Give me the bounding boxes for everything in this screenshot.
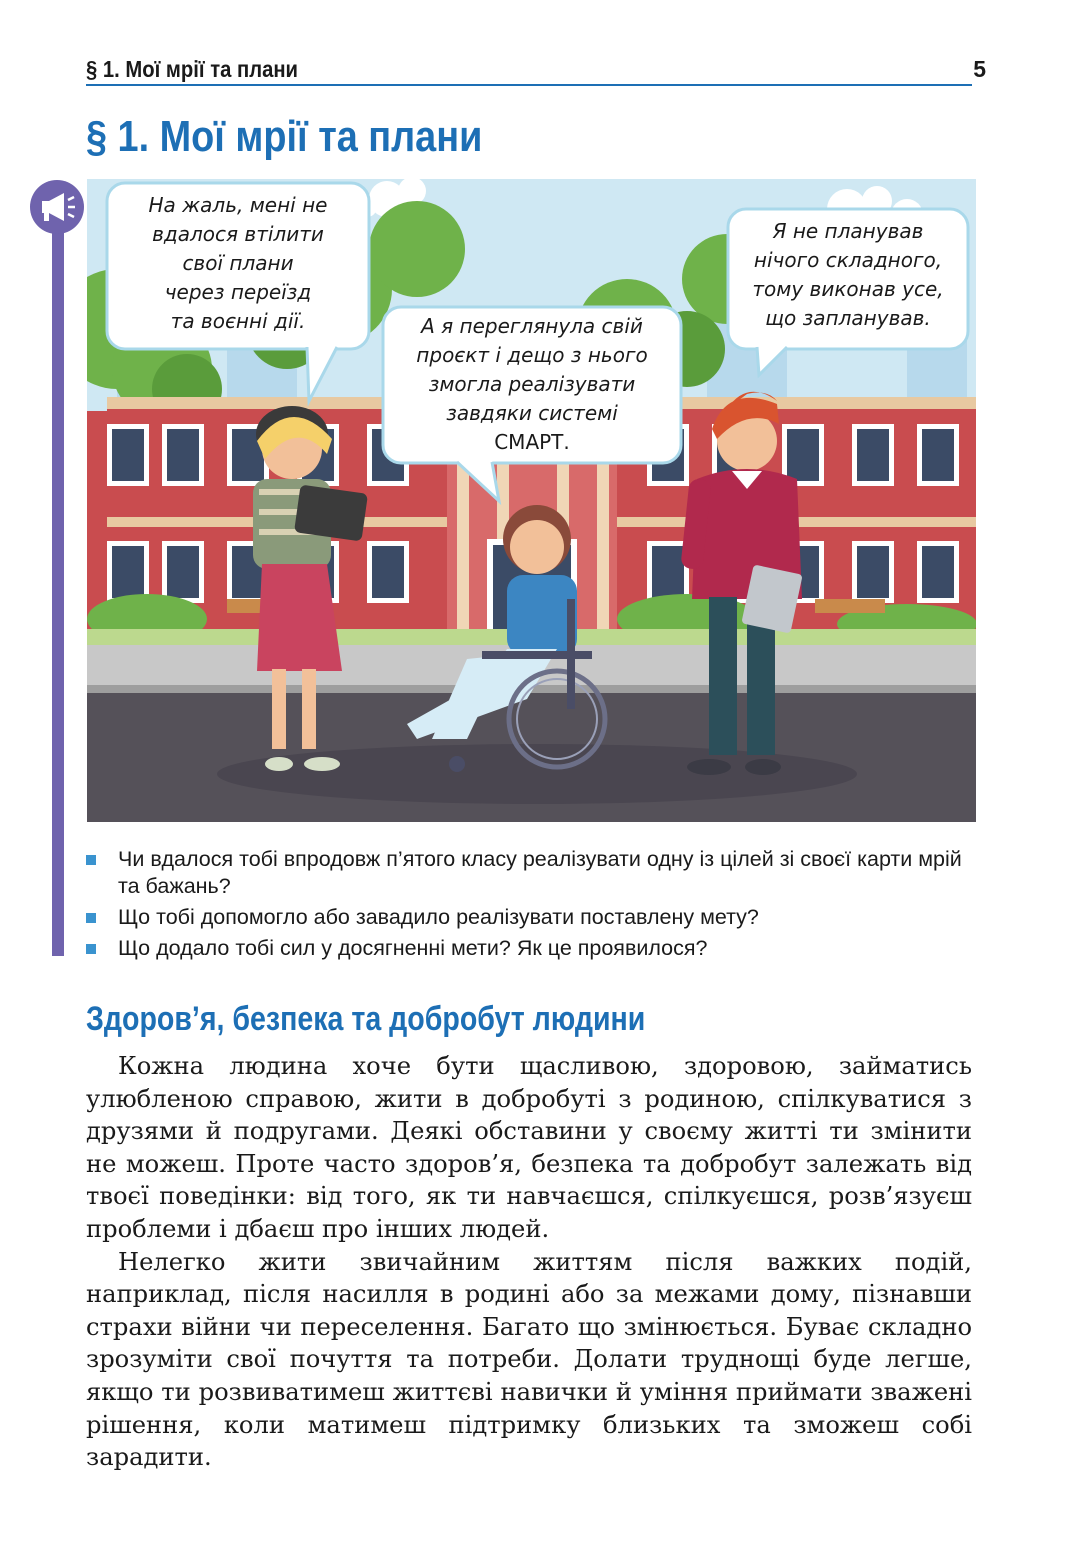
square-bullet-icon [86,855,96,865]
speech-bubble-right: Я не планував нічого складного, тому виконав усе, що запланував. [752,219,944,330]
page-number: 5 [973,56,986,82]
paragraph: Кожна людина хоче бути щасливою, здоровою, займатись улюбленою справою, жити в добробуті з родиною, спілкуватися з друзями й подругами. Деякі обставини у своєму житті ти змінити не можеш. Проте часто здоров’я, безпека та добробут залежать від твоєї поведінки: від того, як ти навчаєшся, спілкуєшся, розв’язуєш проблеми і дбаєш про інших людей. [86,1052,972,1243]
discussion-side-bar [52,200,64,956]
school-scene-illustration [87,179,976,822]
square-bullet-icon [86,944,96,954]
question-item: Що додало тобі сил у досягненні мети? Як це проявилося? [86,935,986,962]
paragraph: Нелегко жити звичайним життям після важких подій, наприклад, після насилля в родині або за межами дому, пізнавши страхи війни чи переселення. Багато що змінюється. Буває складно зрозуміти свої почуття та потреби. Долати труднощі буде легше, якщо ти розвиватимеш життєві навички й уміння приймати зважені рішення, коли матимеш підтримку близьких та зможеш собі зарадити. [86,1247,972,1472]
question-item: Що тобі допомогло або завадило реалізувати поставлену мету? [86,904,986,931]
discussion-questions [86,846,986,966]
section-heading: Здоров’я, безпека та добробут людини [86,1000,646,1038]
speech-bubble-left: На жаль, мені не вдалося втілити свої плани через переїзд та воєнні дії. [148,193,328,333]
running-head-title: § 1. Мої мрії та плани [86,56,298,82]
speech-bubble-center: А я переглянула свій проєкт і дещо з нього змогла реалізувати завдяки системі СМАРТ. [416,314,648,454]
body-text [86,1050,972,1474]
question-item: Чи вдалося тобі впродовж п’ятого класу реалізувати одну із цілей зі своєї карти мрій та бажань? [86,846,986,900]
megaphone-icon [30,180,84,234]
chapter-title: § 1. Мої мрії та плани [86,112,483,161]
square-bullet-icon [86,913,96,923]
running-head [86,56,986,86]
